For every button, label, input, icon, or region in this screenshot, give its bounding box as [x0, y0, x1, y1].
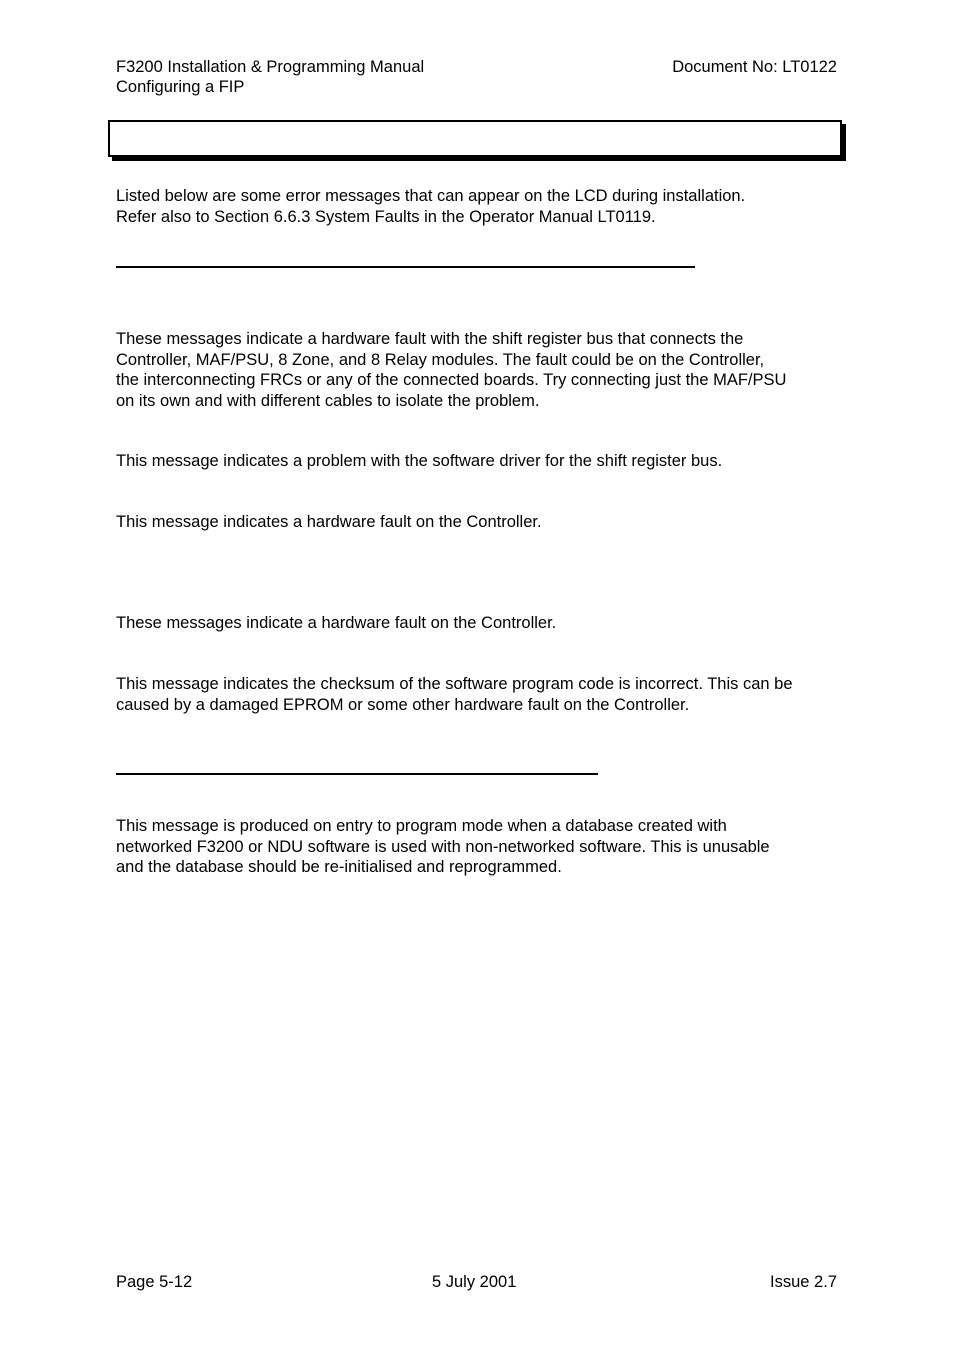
paragraph-line: These messages indicate a hardware fault on the Controller. — [116, 614, 557, 632]
chapter-title: Configuring a FIP — [116, 78, 245, 96]
intro-line: Listed below are some error messages that can appear on the LCD during installation. — [116, 187, 746, 205]
document-header-left — [116, 57, 424, 97]
manual-title: F3200 Installation & Programming Manual — [116, 58, 425, 76]
paragraph-line: networked F3200 or NDU software is used with non-networked software. This is unusable — [116, 837, 770, 856]
database-paragraph — [116, 816, 846, 878]
subheading-underline — [116, 773, 598, 775]
hardware-fault-paragraph — [116, 512, 846, 533]
issue-date: 5 July 2001 — [432, 1273, 517, 1291]
intro-line: Refer also to Section 6.6.3 System Faults in the Operator Manual LT0119. — [116, 207, 656, 226]
section-heading-box — [108, 120, 842, 157]
paragraph-line: This message indicates the checksum of the software program code is incorrect. This can be — [116, 675, 793, 693]
paragraph-line: This message indicates a problem with the software driver for the shift register bus. — [116, 452, 723, 470]
subheading-underline — [116, 266, 695, 268]
software-driver-paragraph — [116, 451, 846, 472]
document-number: Document No: LT0122 — [672, 58, 837, 76]
paragraph-line: caused by a damaged EPROM or some other hardware fault on the Controller. — [116, 695, 690, 714]
issue-number: Issue 2.7 — [770, 1273, 837, 1291]
paragraph-line: on its own and with different cables to isolate the problem. — [116, 391, 540, 410]
paragraph-line: This message indicates a hardware fault on the Controller. — [116, 513, 542, 531]
paragraph-line: Controller, MAF/PSU, 8 Zone, and 8 Relay modules. The fault could be on the Controller, — [116, 350, 765, 369]
hardware-fault-plural-paragraph — [116, 613, 846, 634]
paragraph-line: These messages indicate a hardware fault with the shift register bus that connects the — [116, 330, 744, 348]
shift-register-paragraph — [116, 329, 846, 411]
paragraph-line: and the database should be re-initialised and reprogrammed. — [116, 858, 562, 876]
paragraph-line: the interconnecting FRCs or any of the connected boards. Try connecting just the MAF/PSU — [116, 371, 787, 389]
intro-paragraph — [116, 186, 846, 227]
paragraph-line: This message is produced on entry to program mode when a database created with — [116, 817, 727, 835]
checksum-paragraph — [116, 674, 846, 715]
page-number: Page 5-12 — [116, 1273, 193, 1291]
